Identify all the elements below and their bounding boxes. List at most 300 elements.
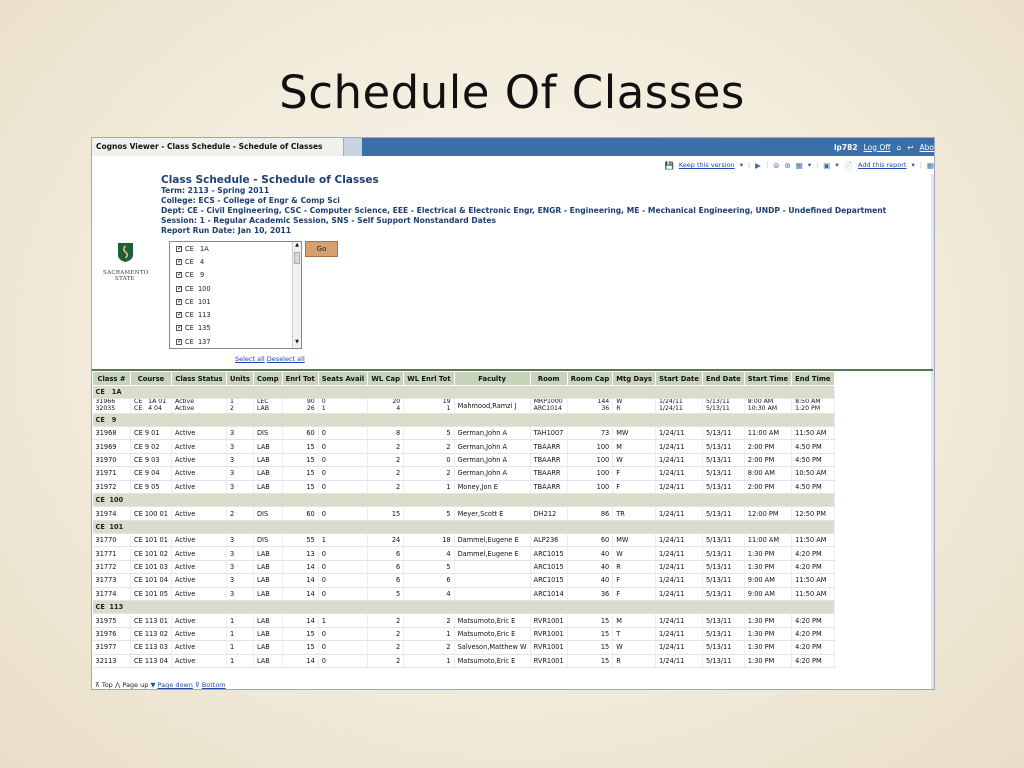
course-filter-label: CE 113: [185, 311, 211, 320]
table-cell: 15: [282, 480, 318, 493]
table-cell: 2:00 PM: [744, 440, 791, 453]
table-cell: Active: [171, 426, 226, 439]
table-cell: 19 1: [404, 399, 454, 413]
table-cell: 15: [282, 440, 318, 453]
table-cell: 0: [318, 453, 367, 466]
table-cell: 8: [368, 426, 404, 439]
table-cell: W: [613, 547, 656, 560]
course-filter-list[interactable]: [169, 241, 302, 349]
bottom-link[interactable]: Bottom: [201, 681, 226, 689]
table-cell: CE 101 03: [131, 560, 172, 573]
table-cell: 18: [404, 534, 454, 547]
course-filter-label: CE 100: [185, 284, 211, 293]
table-cell: CE 9 05: [131, 480, 172, 493]
course-filter-label: CE 101: [185, 297, 211, 306]
column-header[interactable]: Start Time: [744, 372, 791, 386]
table-cell: CE 9 02: [131, 440, 172, 453]
table-cell: Active: [171, 440, 226, 453]
titlebar-tab-spacer: [344, 138, 362, 156]
report-session: Session: 1 - Regular Academic Session, SNS - Self Support Nonstandard Dates: [161, 216, 497, 225]
table-row: [93, 614, 835, 627]
column-header[interactable]: Comp: [253, 372, 282, 386]
table-cell: 2: [404, 440, 454, 453]
table-cell: Matsumoto,Eric E: [454, 614, 530, 627]
table-cell: ALP236: [530, 534, 567, 547]
table-cell: RVR1001: [530, 627, 567, 640]
column-header[interactable]: End Time: [792, 372, 834, 386]
table-cell: 4:20 PM: [792, 627, 834, 640]
group-label: CE 113: [93, 601, 835, 614]
group-label: CE 1A: [93, 386, 835, 399]
about-link[interactable]: Abo: [919, 142, 934, 152]
table-cell: 1: [318, 614, 367, 627]
table-cell: DIS: [253, 534, 282, 547]
table-cell: 5/13/11: [702, 507, 744, 520]
table-cell: M: [613, 440, 656, 453]
table-cell: 5/13/11: [702, 641, 744, 654]
table-cell: 1/24/11: [655, 560, 702, 573]
table-cell: 9:00 AM: [744, 574, 791, 587]
table-cell: 11:00 AM: [744, 534, 791, 547]
table-cell: Matsumoto,Eric E: [454, 627, 530, 640]
course-filter-item[interactable]: [170, 295, 301, 308]
table-cell: 14: [282, 560, 318, 573]
table-cell: 4:50 PM: [792, 440, 834, 453]
table-cell: 6: [404, 574, 454, 587]
table-cell: 14: [282, 654, 318, 667]
table-cell: 40: [567, 574, 612, 587]
table-cell: 0 1: [318, 399, 367, 413]
table-cell: 2: [404, 614, 454, 627]
table-cell: LAB: [253, 480, 282, 493]
table-cell: MW: [613, 534, 656, 547]
column-header[interactable]: Room: [530, 372, 567, 386]
table-cell: 5/13/11: [702, 534, 744, 547]
table-cell: LAB: [253, 627, 282, 640]
table-cell: 14: [282, 614, 318, 627]
column-header[interactable]: Mtg Days: [613, 372, 656, 386]
table-cell: 40: [567, 547, 612, 560]
table-cell: 1/24/11: [655, 453, 702, 466]
table-cell: 40: [567, 560, 612, 573]
view-format-dropdown-icon[interactable]: ▾: [835, 161, 839, 169]
page-up-icon: ⋀: [114, 681, 121, 689]
table-cell: 100: [567, 467, 612, 480]
sacramento-state-logo: [103, 242, 147, 282]
table-cell: ARC1015: [530, 560, 567, 573]
column-header[interactable]: End Date: [702, 372, 744, 386]
table-cell: Active: [171, 547, 226, 560]
group-header-row: [93, 386, 835, 399]
deselect-all-link[interactable]: Deselect all: [266, 355, 305, 363]
course-list-scrollbar[interactable]: [292, 242, 301, 348]
table-cell: LAB: [253, 547, 282, 560]
toolbar-separator: |: [747, 161, 751, 169]
table-cell: LAB: [253, 641, 282, 654]
course-filter-item[interactable]: [170, 269, 301, 282]
top-link[interactable]: Top: [101, 681, 113, 689]
table-cell: 0: [318, 507, 367, 520]
table-cell: 1:30 PM: [744, 614, 791, 627]
column-header[interactable]: Room Cap: [567, 372, 612, 386]
table-header-row: [93, 372, 835, 386]
table-cell: 0: [318, 654, 367, 667]
drill-up-icon[interactable]: ⊛: [784, 160, 791, 170]
table-cell: 2:00 PM: [744, 480, 791, 493]
course-checkbox[interactable]: [176, 246, 182, 252]
report-toolbar: [664, 159, 934, 171]
table-cell: 4:50 PM: [792, 480, 834, 493]
table-cell: 1:30 PM: [744, 641, 791, 654]
table-cell: DIS: [253, 507, 282, 520]
course-checkbox[interactable]: [176, 286, 182, 292]
course-filter-label: CE 9: [185, 271, 205, 280]
table-cell: 31771: [93, 547, 131, 560]
table-cell: 15: [282, 627, 318, 640]
table-cell: 60: [282, 426, 318, 439]
table-cell: CE 101 01: [131, 534, 172, 547]
table-row: [93, 440, 835, 453]
table-cell: 1/24/11: [655, 547, 702, 560]
home-icon[interactable]: ⌂: [896, 142, 902, 152]
add-report-link[interactable]: Add this report: [858, 161, 907, 169]
page-down-icon: ▼: [150, 681, 156, 689]
table-cell: 8:50 AM 1:20 PM: [792, 399, 834, 413]
table-cell: 15: [567, 641, 612, 654]
table-cell: F: [613, 574, 656, 587]
group-header-row: [93, 601, 835, 614]
related-links-icon[interactable]: ▦: [795, 160, 803, 170]
column-header[interactable]: Faculty: [454, 372, 530, 386]
logoff-link[interactable]: Log Off: [863, 142, 891, 152]
table-cell: 31976: [93, 627, 131, 640]
table-row: [93, 587, 835, 600]
table-cell: German,John A: [454, 426, 530, 439]
table-cell: Dammel,Eugene E: [454, 547, 530, 560]
table-cell: 15: [368, 507, 404, 520]
table-cell: 1: [318, 534, 367, 547]
table-row: [93, 467, 835, 480]
save-version-icon[interactable]: 💾: [664, 160, 674, 170]
table-cell: RVR1001: [530, 654, 567, 667]
table-cell: ARC1015: [530, 547, 567, 560]
table-cell: 15: [282, 467, 318, 480]
table-row: [93, 654, 835, 667]
table-cell: 3: [226, 467, 253, 480]
drill-down-icon[interactable]: ⊜: [773, 160, 780, 170]
table-cell: 5/13/11: [702, 467, 744, 480]
table-cell: 86: [567, 507, 612, 520]
table-row: [93, 399, 835, 413]
table-cell: R: [613, 560, 656, 573]
table-cell: 2: [368, 654, 404, 667]
table-cell: CE 1A 01 CE 4 04: [131, 399, 172, 413]
table-cell: 0: [318, 440, 367, 453]
table-cell: LAB: [253, 560, 282, 573]
table-cell: Active: [171, 654, 226, 667]
related-links-dropdown-icon[interactable]: ▾: [807, 161, 812, 169]
table-cell: Active: [171, 480, 226, 493]
table-cell: W R: [613, 399, 656, 413]
table-cell: 5/13/11: [702, 614, 744, 627]
column-header[interactable]: Class #: [93, 372, 131, 386]
page-down-link[interactable]: Page down: [157, 681, 193, 689]
scroll-up-icon[interactable]: ▲: [295, 242, 299, 248]
table-cell: 20 4: [368, 399, 404, 413]
table-cell: 5/13/11: [702, 440, 744, 453]
table-cell: 5: [404, 560, 454, 573]
table-cell: 31970: [93, 453, 131, 466]
table-cell: Active: [171, 614, 226, 627]
table-cell: 11:00 AM: [744, 426, 791, 439]
table-cell: 31770: [93, 534, 131, 547]
table-cell: 10:50 AM: [792, 467, 834, 480]
table-cell: Active Active: [171, 399, 226, 413]
table-cell: 1 2: [226, 399, 253, 413]
table-row: [93, 627, 835, 640]
table-cell: Active: [171, 453, 226, 466]
run-icon[interactable]: ▶: [755, 160, 761, 170]
table-cell: CE 100 01: [131, 507, 172, 520]
course-filter-item[interactable]: [170, 322, 301, 335]
table-cell: 31968: [93, 426, 131, 439]
course-filter-label: CE 137: [185, 337, 211, 346]
table-cell: 1/24/11: [655, 614, 702, 627]
view-format-icon[interactable]: ▣: [823, 160, 831, 170]
column-header[interactable]: Enrl Tot: [282, 372, 318, 386]
add-report-dropdown-icon[interactable]: ▾: [911, 161, 915, 169]
table-cell: 2: [368, 453, 404, 466]
report-header: [161, 174, 886, 236]
table-cell: 1/24/11: [655, 587, 702, 600]
table-cell: 2: [368, 614, 404, 627]
table-cell: [454, 560, 530, 573]
table-cell: 5/13/11: [702, 574, 744, 587]
table-cell: RVR1001: [530, 614, 567, 627]
table-cell: 73: [567, 426, 612, 439]
table-cell: 1/24/11: [655, 574, 702, 587]
table-cell: 3: [226, 534, 253, 547]
column-header[interactable]: WL Cap: [368, 372, 404, 386]
table-cell: W: [613, 641, 656, 654]
logo-text-state: STATE: [115, 276, 135, 282]
column-header[interactable]: WL Enrl Tot: [404, 372, 454, 386]
table-cell: 2: [404, 641, 454, 654]
select-all-link[interactable]: Select all: [235, 355, 265, 363]
table-cell: Dammel,Eugene E: [454, 534, 530, 547]
course-checkbox[interactable]: [176, 299, 182, 305]
table-cell: 0: [318, 480, 367, 493]
table-cell: 31774: [93, 587, 131, 600]
table-cell: 1: [226, 641, 253, 654]
table-cell: MRP1000 ARC1014: [530, 399, 567, 413]
table-cell: CE 113 03: [131, 641, 172, 654]
course-filter-item[interactable]: [170, 255, 301, 268]
page-up-link[interactable]: Page up: [122, 681, 149, 689]
table-cell: Salveson,Matthew W: [454, 641, 530, 654]
go-button[interactable]: Go: [305, 241, 338, 257]
table-cell: 5/13/11: [702, 560, 744, 573]
table-cell: CE 101 04: [131, 574, 172, 587]
table-cell: 11:50 AM: [792, 574, 834, 587]
table-cell: 1: [226, 627, 253, 640]
table-cell: 6: [368, 547, 404, 560]
table-cell: German,John A: [454, 453, 530, 466]
table-cell: R: [613, 654, 656, 667]
table-cell: 5/13/11: [702, 426, 744, 439]
column-header[interactable]: Class Status: [171, 372, 226, 386]
course-filter-label: CE 4: [185, 257, 205, 266]
table-cell: CE 113 04: [131, 654, 172, 667]
table-cell: 3: [226, 587, 253, 600]
return-icon[interactable]: ↩: [907, 142, 914, 152]
table-cell: CE 9 04: [131, 467, 172, 480]
table-cell: 12:50 PM: [792, 507, 834, 520]
table-cell: 31977: [93, 641, 131, 654]
table-cell: RVR1001: [530, 641, 567, 654]
table-cell: MW: [613, 426, 656, 439]
table-cell: 0: [404, 453, 454, 466]
table-cell: 144 36: [567, 399, 612, 413]
course-checkbox[interactable]: [176, 259, 182, 265]
logo-text-sacramento: SACRAMENTO: [103, 270, 149, 276]
keep-version-link[interactable]: Keep this version: [678, 161, 735, 169]
table-cell: 0: [318, 467, 367, 480]
table-cell: 15: [567, 627, 612, 640]
column-header[interactable]: Units: [226, 372, 253, 386]
table-cell: 14: [282, 587, 318, 600]
table-cell: TBAARR: [530, 440, 567, 453]
table-cell: 1: [404, 480, 454, 493]
table-cell: 15: [282, 453, 318, 466]
course-filter-label: CE 1A: [185, 244, 209, 253]
table-cell: 0: [318, 627, 367, 640]
table-cell: 5/13/11: [702, 654, 744, 667]
table-cell: DIS: [253, 426, 282, 439]
help-icon[interactable]: ▦: [926, 160, 934, 170]
table-cell: 36: [567, 587, 612, 600]
username: lp782: [833, 142, 858, 152]
group-label: CE 101: [93, 520, 835, 533]
table-cell: 1/24/11: [655, 426, 702, 439]
table-cell: 3: [226, 426, 253, 439]
group-header-row: [93, 413, 835, 426]
course-checkbox[interactable]: [176, 325, 182, 331]
table-cell: Active: [171, 560, 226, 573]
table-cell: German,John A: [454, 467, 530, 480]
bottom-icon: ⊽: [194, 681, 200, 689]
table-cell: 5/13/11: [702, 547, 744, 560]
course-filter-item[interactable]: [170, 242, 301, 255]
keep-version-dropdown-icon[interactable]: ▾: [739, 161, 743, 169]
table-cell: 1/24/11 1/24/11: [655, 399, 702, 413]
table-cell: F: [613, 467, 656, 480]
table-cell: Money,Jon E: [454, 480, 530, 493]
table-cell: M: [613, 614, 656, 627]
table-cell: Active: [171, 534, 226, 547]
table-cell: 2: [368, 467, 404, 480]
table-cell: 6: [368, 560, 404, 573]
viewer-titlebar: [92, 138, 934, 156]
table-cell: 13: [282, 547, 318, 560]
table-cell: 90 26: [282, 399, 318, 413]
table-cell: ARC1014: [530, 587, 567, 600]
table-cell: LAB: [253, 587, 282, 600]
toolbar-separator: |: [816, 161, 819, 169]
scroll-thumb[interactable]: [294, 252, 300, 264]
scroll-down-icon[interactable]: ▼: [295, 339, 299, 345]
table-row: [93, 574, 835, 587]
course-filter-item[interactable]: [170, 308, 301, 321]
table-cell: TBAARR: [530, 467, 567, 480]
table-cell: Active: [171, 574, 226, 587]
table-cell: TBAARR: [530, 480, 567, 493]
table-cell: 4:50 PM: [792, 453, 834, 466]
table-cell: CE 101 02: [131, 547, 172, 560]
table-cell: LAB: [253, 654, 282, 667]
course-filter-item[interactable]: [170, 335, 301, 348]
table-cell: 2: [368, 480, 404, 493]
table-row: [93, 560, 835, 573]
schedule-table-container: [92, 369, 933, 681]
course-checkbox[interactable]: [176, 272, 182, 278]
table-cell: TBAARR: [530, 453, 567, 466]
table-row: [93, 534, 835, 547]
table-cell: 3: [226, 574, 253, 587]
table-cell: CE 113 01: [131, 614, 172, 627]
column-header[interactable]: Course: [131, 372, 172, 386]
table-cell: LAB: [253, 467, 282, 480]
table-cell: Active: [171, 467, 226, 480]
table-cell: 55: [282, 534, 318, 547]
table-cell: 1/24/11: [655, 480, 702, 493]
course-checkbox[interactable]: [176, 312, 182, 318]
report-college: College: ECS - College of Engr & Comp Sci: [161, 196, 340, 205]
course-checkbox[interactable]: [176, 339, 182, 345]
column-header[interactable]: Start Date: [655, 372, 702, 386]
table-cell: 15: [282, 641, 318, 654]
table-cell: 1: [226, 654, 253, 667]
table-cell: Active: [171, 627, 226, 640]
table-cell: 6: [368, 574, 404, 587]
table-cell: LAB: [253, 440, 282, 453]
table-cell: 2: [368, 627, 404, 640]
course-filter-item[interactable]: [170, 282, 301, 295]
top-icon: ⊼: [95, 681, 100, 689]
table-cell: 3: [226, 560, 253, 573]
table-cell: 1/24/11: [655, 467, 702, 480]
table-cell: 1: [404, 654, 454, 667]
table-cell: 31972: [93, 480, 131, 493]
report-term: Term: 2113 - Spring 2011: [161, 186, 270, 195]
table-cell: German,John A: [454, 440, 530, 453]
table-cell: 1:30 PM: [744, 547, 791, 560]
hornet-shield-icon: [117, 242, 134, 263]
add-report-icon[interactable]: 📄: [843, 160, 853, 170]
table-cell: W: [613, 453, 656, 466]
report-dept: Dept: CE - Civil Engineering, CSC - Computer Science, EEE - Electrical & Electronic Engr, ENGR - Engineering, ME - Mechanical Engineering, UNDP - Undefined Department: [161, 206, 887, 215]
table-cell: 1/24/11: [655, 440, 702, 453]
table-cell: TR: [613, 507, 656, 520]
table-cell: 4:20 PM: [792, 560, 834, 573]
table-cell: 5/13/11: [702, 453, 744, 466]
column-header[interactable]: Seats Avail: [318, 372, 367, 386]
page-navigation: [95, 681, 226, 689]
table-cell: LAB: [253, 574, 282, 587]
table-cell: 8:00 AM 10:30 AM: [744, 399, 791, 413]
table-cell: 2: [226, 507, 253, 520]
table-cell: DH212: [530, 507, 567, 520]
